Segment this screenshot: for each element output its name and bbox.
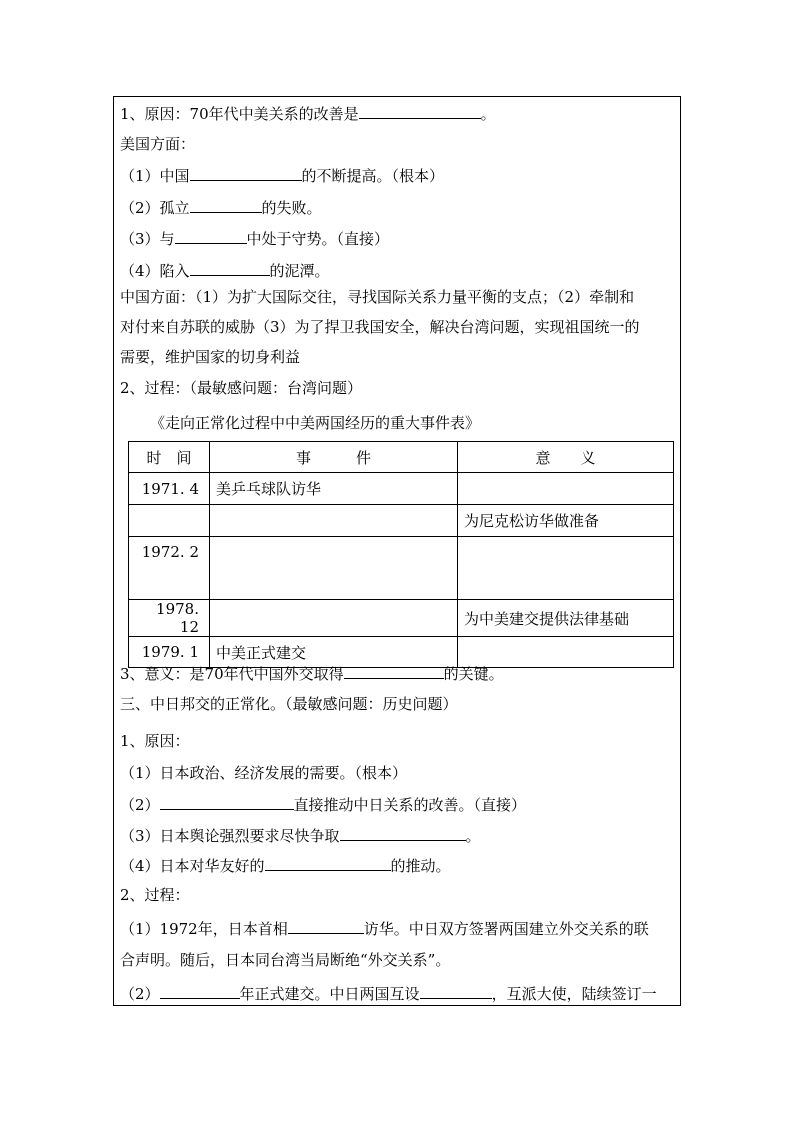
answer-blank[interactable] bbox=[344, 663, 444, 679]
us-item-3-b: 中处于守势。（直接） bbox=[246, 230, 390, 248]
table-row bbox=[129, 600, 674, 637]
answer-blank[interactable] bbox=[160, 794, 294, 810]
us-item-2-a: （2）孤立 bbox=[120, 199, 190, 217]
us-item-3 bbox=[120, 228, 389, 249]
japan-process-2 bbox=[120, 983, 657, 1004]
answer-blank[interactable] bbox=[359, 103, 481, 119]
us-item-4-b: 的泥潭。 bbox=[269, 262, 330, 280]
japan-reason-3 bbox=[120, 825, 481, 846]
reason-line bbox=[120, 103, 496, 124]
japan-reason-2-b: 直接推动中日关系的改善。（直接） bbox=[293, 796, 527, 814]
header-event: 事 件 bbox=[210, 442, 458, 473]
cell-event: 中美正式建交 bbox=[210, 637, 458, 668]
us-item-3-a: （3）与 bbox=[120, 230, 175, 248]
table-row bbox=[129, 473, 674, 505]
section-heading-japan: 三、中日邦交的正常化。（最敏感问题：历史问题） bbox=[120, 695, 458, 713]
significance-b: 的关键。 bbox=[443, 665, 504, 683]
japan-process-2-c: ，互派大使，陆续签订一 bbox=[491, 985, 657, 1003]
reason-tail: 。 bbox=[480, 105, 496, 123]
table-header-row bbox=[129, 442, 674, 473]
table-row bbox=[129, 505, 674, 537]
answer-blank[interactable] bbox=[160, 983, 240, 999]
table-row bbox=[129, 537, 674, 600]
japan-reason-1: （1）日本政治、经济发展的需要。（根本） bbox=[120, 764, 408, 782]
cell-event[interactable] bbox=[210, 505, 458, 537]
us-item-2-b: 的失败。 bbox=[261, 199, 322, 217]
cell-time: 1972. 2 bbox=[129, 537, 210, 600]
cell-event: 美乒乓球队访华 bbox=[210, 473, 458, 505]
reason-text: 1、原因：70年代中美关系的改善是 bbox=[120, 105, 359, 123]
cell-time: 1971. 4 bbox=[129, 473, 210, 505]
us-side-heading: 美国方面： bbox=[120, 135, 196, 153]
japan-process-1-b: 访华。中日双方签署两国建立外交关系的联 bbox=[363, 920, 649, 938]
answer-blank[interactable] bbox=[288, 918, 364, 934]
cell-meaning[interactable] bbox=[458, 473, 674, 505]
events-table bbox=[128, 441, 674, 668]
cell-meaning: 为尼克松访华做准备 bbox=[458, 505, 674, 537]
header-meaning: 意 义 bbox=[458, 442, 674, 473]
cell-event[interactable] bbox=[210, 600, 458, 637]
significance-a: 3、意义：是70年代中国外交取得 bbox=[120, 665, 344, 683]
cell-time: 1979. 1 bbox=[129, 637, 210, 668]
answer-blank[interactable] bbox=[190, 165, 302, 181]
cell-time: 1978. 12 bbox=[129, 600, 210, 637]
japan-process-2-a: （2） bbox=[120, 985, 160, 1003]
japan-process-heading: 2、过程： bbox=[120, 886, 190, 904]
japan-reason-3-a: （3）日本舆论强烈要求尽快争取 bbox=[120, 827, 340, 845]
japan-reason-2-a: （2） bbox=[120, 796, 160, 814]
japan-reason-4-b: 的推动。 bbox=[390, 857, 451, 875]
us-item-4-a: （4）陷入 bbox=[120, 262, 190, 280]
china-side-line-2: 对付来自苏联的威胁（3）为了捍卫我国安全，解决台湾问题，实现祖国统一的 bbox=[120, 318, 640, 336]
japan-reason-heading: 1、原因： bbox=[120, 732, 190, 750]
us-item-1-a: （1）中国 bbox=[120, 167, 190, 185]
us-item-1 bbox=[120, 165, 444, 186]
table-caption: 《走向正常化过程中中美两国经历的重大事件表》 bbox=[150, 414, 481, 432]
us-item-4 bbox=[120, 260, 330, 281]
japan-reason-3-b: 。 bbox=[465, 827, 481, 845]
cell-meaning[interactable] bbox=[458, 537, 674, 600]
us-item-1-b: 的不断提高。（根本） bbox=[301, 167, 445, 185]
answer-blank[interactable] bbox=[190, 260, 270, 276]
japan-process-2-b: 年正式建交。中日两国互设 bbox=[239, 985, 420, 1003]
header-time: 时 间 bbox=[129, 442, 210, 473]
answer-blank[interactable] bbox=[190, 197, 262, 213]
japan-reason-2 bbox=[120, 794, 526, 815]
china-side-line-3: 需要，维护国家的切身利益 bbox=[120, 348, 301, 366]
japan-reason-4-a: （4）日本对华友好的 bbox=[120, 857, 265, 875]
japan-process-1 bbox=[120, 918, 649, 939]
answer-blank[interactable] bbox=[265, 855, 391, 871]
china-side-line-1: 中国方面：（1）为扩大国际交往，寻找国际关系力量平衡的支点；（2）牵制和 bbox=[120, 288, 635, 306]
cell-time[interactable] bbox=[129, 505, 210, 537]
answer-blank[interactable] bbox=[340, 825, 466, 841]
us-item-2 bbox=[120, 197, 322, 218]
japan-reason-4 bbox=[120, 855, 451, 876]
cell-event[interactable] bbox=[210, 537, 458, 600]
significance-line bbox=[120, 663, 504, 684]
process-heading: 2、过程：（最敏感问题：台湾问题） bbox=[120, 379, 363, 397]
japan-process-1-cont: 合声明。随后，日本同台湾当局断绝“外交关系”。 bbox=[120, 951, 451, 969]
cell-meaning: 为中美建交提供法律基础 bbox=[458, 600, 674, 637]
answer-blank[interactable] bbox=[175, 228, 247, 244]
answer-blank[interactable] bbox=[420, 983, 492, 999]
japan-process-1-a: （1）1972年，日本首相 bbox=[120, 920, 288, 938]
